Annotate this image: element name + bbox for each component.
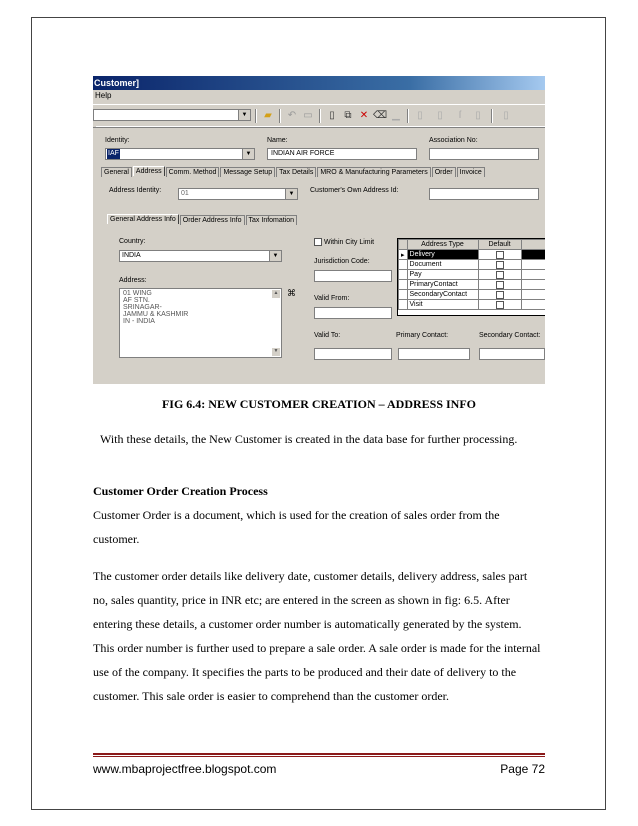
- address-identity-field[interactable]: [178, 188, 298, 200]
- row-indicator: [399, 290, 408, 300]
- primary-contact-label: Primary Contact:: [396, 332, 449, 339]
- own-address-label: Customer's Own Address Id:: [310, 187, 399, 194]
- chevron-down-icon: ▼: [238, 110, 250, 120]
- country-value: INDIA: [122, 252, 141, 259]
- address-line: IN - INDIA: [123, 318, 155, 325]
- previous-record-icon[interactable]: ▯: [437, 110, 443, 121]
- next-record-icon[interactable]: ſ: [458, 110, 462, 121]
- open-folder-icon[interactable]: ▰: [264, 110, 272, 121]
- grid-header-default: Default: [478, 240, 521, 250]
- address-identity-label: Address Identity:: [109, 187, 162, 194]
- new-document-icon[interactable]: ▯: [329, 110, 335, 121]
- toolbar-separator: [491, 109, 493, 123]
- chevron-down-icon: ▼: [242, 149, 254, 159]
- tab-message-setup[interactable]: Message Setup: [220, 167, 275, 177]
- row-indicator: [399, 280, 408, 290]
- table-row[interactable]: [399, 260, 546, 270]
- scroll-up-icon[interactable]: ▲: [273, 290, 279, 296]
- toolbar-separator: [279, 109, 281, 123]
- window-title: Customer]: [93, 76, 545, 90]
- name-field[interactable]: [267, 148, 417, 160]
- valid-to-label: Valid To:: [314, 332, 341, 339]
- valid-from-label: Valid From:: [314, 295, 350, 302]
- table-row[interactable]: [399, 300, 546, 310]
- section-heading: [93, 479, 543, 551]
- undo-icon[interactable]: ↶: [287, 110, 297, 121]
- grid-cell-extra: [521, 250, 545, 260]
- checkbox-icon: [496, 301, 504, 309]
- identity-value: IAF: [108, 150, 119, 157]
- checkbox-icon: [496, 261, 504, 269]
- grid-header-address-type: Address Type: [407, 240, 478, 250]
- primary-contact-field[interactable]: [398, 348, 470, 360]
- address-label: Address:: [119, 277, 147, 284]
- valid-from-field[interactable]: [314, 307, 392, 319]
- table-row[interactable]: [399, 290, 546, 300]
- address-line: SRINAGAR-: [123, 304, 162, 311]
- grid-cell-address-type: Document: [407, 260, 478, 270]
- grid-cell-extra: [521, 270, 545, 280]
- row-indicator: [399, 300, 408, 310]
- grid-cell-default[interactable]: [478, 300, 521, 310]
- page-number: Page 72: [500, 762, 545, 776]
- identity-label: Identity:: [105, 137, 130, 144]
- paragraph-customer-order: Customer Order is a document, which is used for the creation of sales order from the customer.: [93, 508, 500, 546]
- footer-divider: [93, 756, 545, 757]
- edit-icon[interactable]: ▁: [392, 110, 400, 121]
- grid-cell-extra: [521, 280, 545, 290]
- identity-field[interactable]: [105, 148, 255, 160]
- within-city-label: Within City Limit: [323, 238, 375, 246]
- eraser-icon[interactable]: ⌫: [373, 110, 388, 121]
- address-lookup-icon[interactable]: ⌘: [287, 288, 296, 298]
- own-address-field[interactable]: [429, 188, 539, 200]
- grid-cell-address-type: Visit: [407, 300, 478, 310]
- grid-cell-default[interactable]: [478, 290, 521, 300]
- menu-help[interactable]: Help: [95, 91, 112, 100]
- checkbox-icon: [496, 281, 504, 289]
- row-indicator: [399, 270, 408, 280]
- address-line: JAMMU & KASHMIR: [123, 311, 189, 318]
- checkbox-icon: [496, 271, 504, 279]
- tab-address[interactable]: Address: [133, 166, 165, 176]
- checkbox-icon: [496, 251, 504, 259]
- grid-cell-address-type: PrimaryContact: [407, 280, 478, 290]
- sub-tabs: [107, 215, 298, 225]
- customer-form: [96, 126, 545, 384]
- heading-customer-order: Customer Order Creation Process: [93, 484, 268, 498]
- grid-cell-extra: [521, 260, 545, 270]
- figure-caption: FIG 6.4: NEW CUSTOMER CREATION – ADDRESS INFO: [161, 397, 477, 411]
- tab-general-address-info[interactable]: General Address Info: [107, 214, 179, 224]
- name-value: INDIAN AIR FORCE: [271, 150, 335, 157]
- toolbar-combo[interactable]: [93, 109, 251, 121]
- tab-mro-parameters[interactable]: MRO & Manufacturing Parameters: [317, 167, 430, 177]
- secondary-contact-field[interactable]: [479, 348, 545, 360]
- toolbar-separator: [255, 109, 257, 123]
- address-line: 01 WING: [123, 290, 152, 297]
- association-field[interactable]: [429, 148, 539, 160]
- grid-cell-extra: [521, 300, 545, 310]
- grid-cell-address-type: SecondaryContact: [407, 290, 478, 300]
- grid-cell-default[interactable]: [478, 250, 521, 260]
- table-row[interactable]: [399, 280, 546, 290]
- paragraph-customer-created: With these details, the New Customer is created in the data base for further processing.: [100, 432, 518, 446]
- grid-cell-address-type: Pay: [407, 270, 478, 280]
- customer-screenshot: [93, 76, 545, 384]
- scroll-down-icon[interactable]: ▼: [273, 348, 279, 354]
- toolbar-separator: [319, 109, 321, 123]
- jurisdiction-field[interactable]: [314, 270, 392, 282]
- address-textarea[interactable]: [119, 288, 282, 358]
- grid-cell-address-type: Delivery: [407, 250, 478, 260]
- table-row[interactable]: [399, 250, 546, 260]
- address-identity-value: 01: [181, 190, 189, 197]
- checkbox-icon: [496, 291, 504, 299]
- toolbar-separator: [407, 109, 409, 123]
- tab-tax-information[interactable]: Tax Infomation: [246, 215, 298, 225]
- tab-order-address-info[interactable]: Order Address Info: [180, 215, 245, 225]
- tab-order[interactable]: Order: [432, 167, 456, 177]
- grid-corner: [399, 240, 408, 250]
- row-indicator: [399, 260, 408, 270]
- help-icon[interactable]: ▯: [503, 110, 509, 121]
- copy-icon[interactable]: ⧉: [344, 110, 352, 121]
- tab-comm-method[interactable]: Comm. Method: [166, 167, 220, 177]
- grid-cell-default[interactable]: [478, 280, 521, 290]
- main-tabs: [101, 167, 486, 177]
- association-label: Association No:: [429, 137, 478, 144]
- valid-to-field[interactable]: [314, 348, 392, 360]
- address-type-grid: [397, 238, 545, 316]
- footer-divider: [93, 753, 545, 755]
- address-line: AF STN.: [123, 297, 150, 304]
- jurisdiction-label: Jurisdiction Code:: [314, 258, 370, 265]
- checkbox-icon: [314, 238, 322, 246]
- tab-invoice[interactable]: Invoice: [457, 167, 485, 177]
- grid-cell-default[interactable]: [478, 260, 521, 270]
- save-icon[interactable]: ▭: [303, 110, 313, 121]
- chevron-down-icon: ▼: [269, 251, 281, 261]
- delete-icon[interactable]: ✕: [359, 110, 369, 121]
- paragraph-order-details: The customer order details like delivery date, customer details, delivery address, sales part no, sales quantity, price in INR etc; are entered in the screen as shown in fig: 6.5. After entering these details, a customer order number is automatically generated by the system. This order number is further used to prepare a sale order. A sale order is made for the internal use of the company. It specifies the parts to be produced and their date of delivery to the customer. This sale order is easier to comprehend than the customer order.: [93, 569, 541, 703]
- country-field[interactable]: [119, 250, 282, 262]
- table-row[interactable]: [399, 270, 546, 280]
- grid-cell-extra: [521, 290, 545, 300]
- first-record-icon[interactable]: ▯: [417, 110, 423, 121]
- tab-tax-details[interactable]: Tax Details: [276, 167, 316, 177]
- within-city-checkbox[interactable]: [314, 238, 374, 246]
- footer-url: www.mbaprojectfree.blogspot.com: [93, 762, 277, 776]
- grid-header-extra: [521, 240, 545, 250]
- name-label: Name:: [267, 137, 288, 144]
- chevron-down-icon: ▼: [285, 189, 297, 199]
- row-indicator: ▸: [399, 250, 408, 260]
- grid-cell-default[interactable]: [478, 270, 521, 280]
- secondary-contact-label: Secondary Contact:: [479, 332, 541, 339]
- last-record-icon[interactable]: ▯: [475, 110, 481, 121]
- tab-general[interactable]: General: [101, 167, 132, 177]
- menu-bar: [93, 90, 545, 102]
- country-label: Country:: [119, 238, 146, 245]
